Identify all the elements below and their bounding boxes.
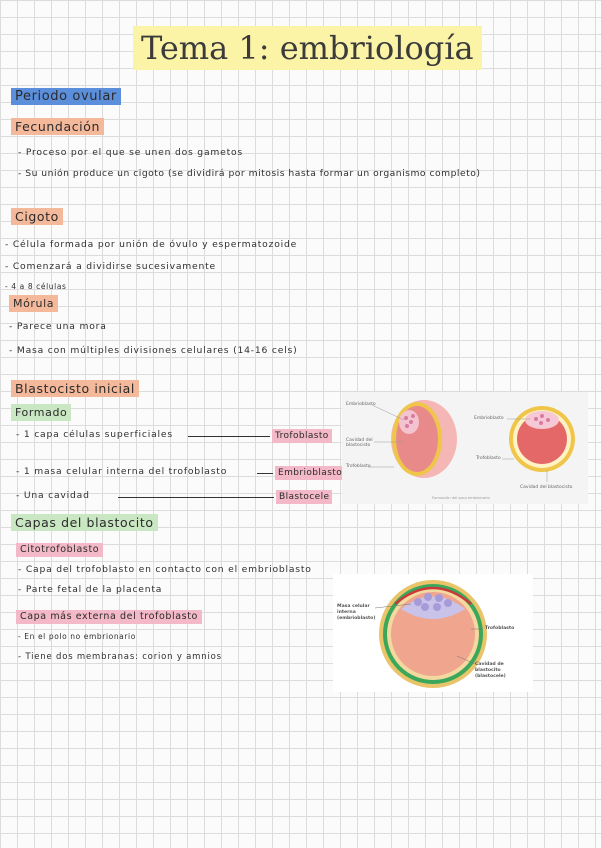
blastocyst-layers-figure — [333, 574, 533, 692]
externa-line-2: - Tiene dos membranas: corion y amnios — [18, 652, 222, 662]
figure-label: Cavidad del blastocisto — [346, 438, 373, 448]
section-periodo-ovular: Periodo ovular — [11, 88, 121, 105]
heading-cigoto: Cigoto — [11, 208, 63, 225]
morula-line-2: - Masa con múltiples divisiones celulares (14-16 cels) — [9, 345, 298, 356]
heading-morula: Mórula — [9, 295, 58, 312]
cito-line-2: - Parte fetal de la placenta — [18, 584, 163, 595]
figure-label: Cavidad de blastocito (blastocele) — [475, 662, 506, 679]
fecundacion-line-2: - Su unión produce un cigoto (se dividirá por mitosis hasta formar un organismo completo) — [18, 168, 481, 179]
cigoto-line-3: - 4 a 8 células — [5, 282, 67, 291]
fecundacion-line-1: - Proceso por el que se unen dos gametos — [18, 147, 243, 158]
figure-caption: Formación del saco embrionario — [432, 496, 490, 500]
figure-label: Trofoblasto — [476, 456, 501, 461]
cigoto-line-2: - Comenzará a dividirse sucesivamente — [5, 261, 216, 272]
cigoto-line-1: - Célula formada por unión de óvulo y espermatozoide — [5, 239, 298, 250]
figure-label: Masa celular interna (embrioblasto) — [337, 604, 376, 621]
cito-line-1: - Capa del trofoblasto en contacto con el embrioblasto — [18, 564, 312, 575]
heading-capa-externa: Capa más externa del trofoblasto — [16, 610, 202, 624]
morula-line-1: - Parece una mora — [9, 321, 107, 332]
figure-label: Trofoblasto — [346, 464, 371, 469]
heading-formado: Formado — [11, 404, 71, 421]
connector-line — [257, 473, 273, 474]
figure-label: Trofoblasto — [485, 626, 515, 631]
blastocisto-row-2-text: - 1 masa celular interna del trofoblasto — [16, 466, 228, 477]
figure-label: Embrioblasto — [474, 416, 504, 421]
tag-trofoblasto: Trofoblasto — [272, 429, 332, 443]
heading-fecundacion: Fecundación — [11, 118, 104, 135]
connector-line — [118, 497, 274, 498]
blastocisto-row-1-text: - 1 capa células superficiales — [16, 429, 173, 440]
heading-blastocisto-inicial: Blastocisto inicial — [11, 380, 139, 397]
tag-blastocele: Blastocele — [276, 490, 332, 504]
blastocyst-figure — [342, 392, 588, 504]
figure-label: Cavidad del blastocisto — [520, 485, 573, 490]
figure-label: Embrioblasto — [346, 402, 376, 407]
externa-line-1: - En el polo no embrionario — [18, 632, 136, 641]
heading-capas-blastocito: Capas del blastocito — [11, 514, 158, 531]
tag-embrioblasto: Embrioblasto — [275, 466, 345, 480]
connector-line — [188, 436, 270, 437]
page-title: Tema 1: embriología — [133, 26, 482, 70]
blastocisto-row-3-text: - Una cavidad — [16, 490, 90, 501]
heading-citotrofoblasto: Citotrofoblasto — [16, 543, 103, 557]
